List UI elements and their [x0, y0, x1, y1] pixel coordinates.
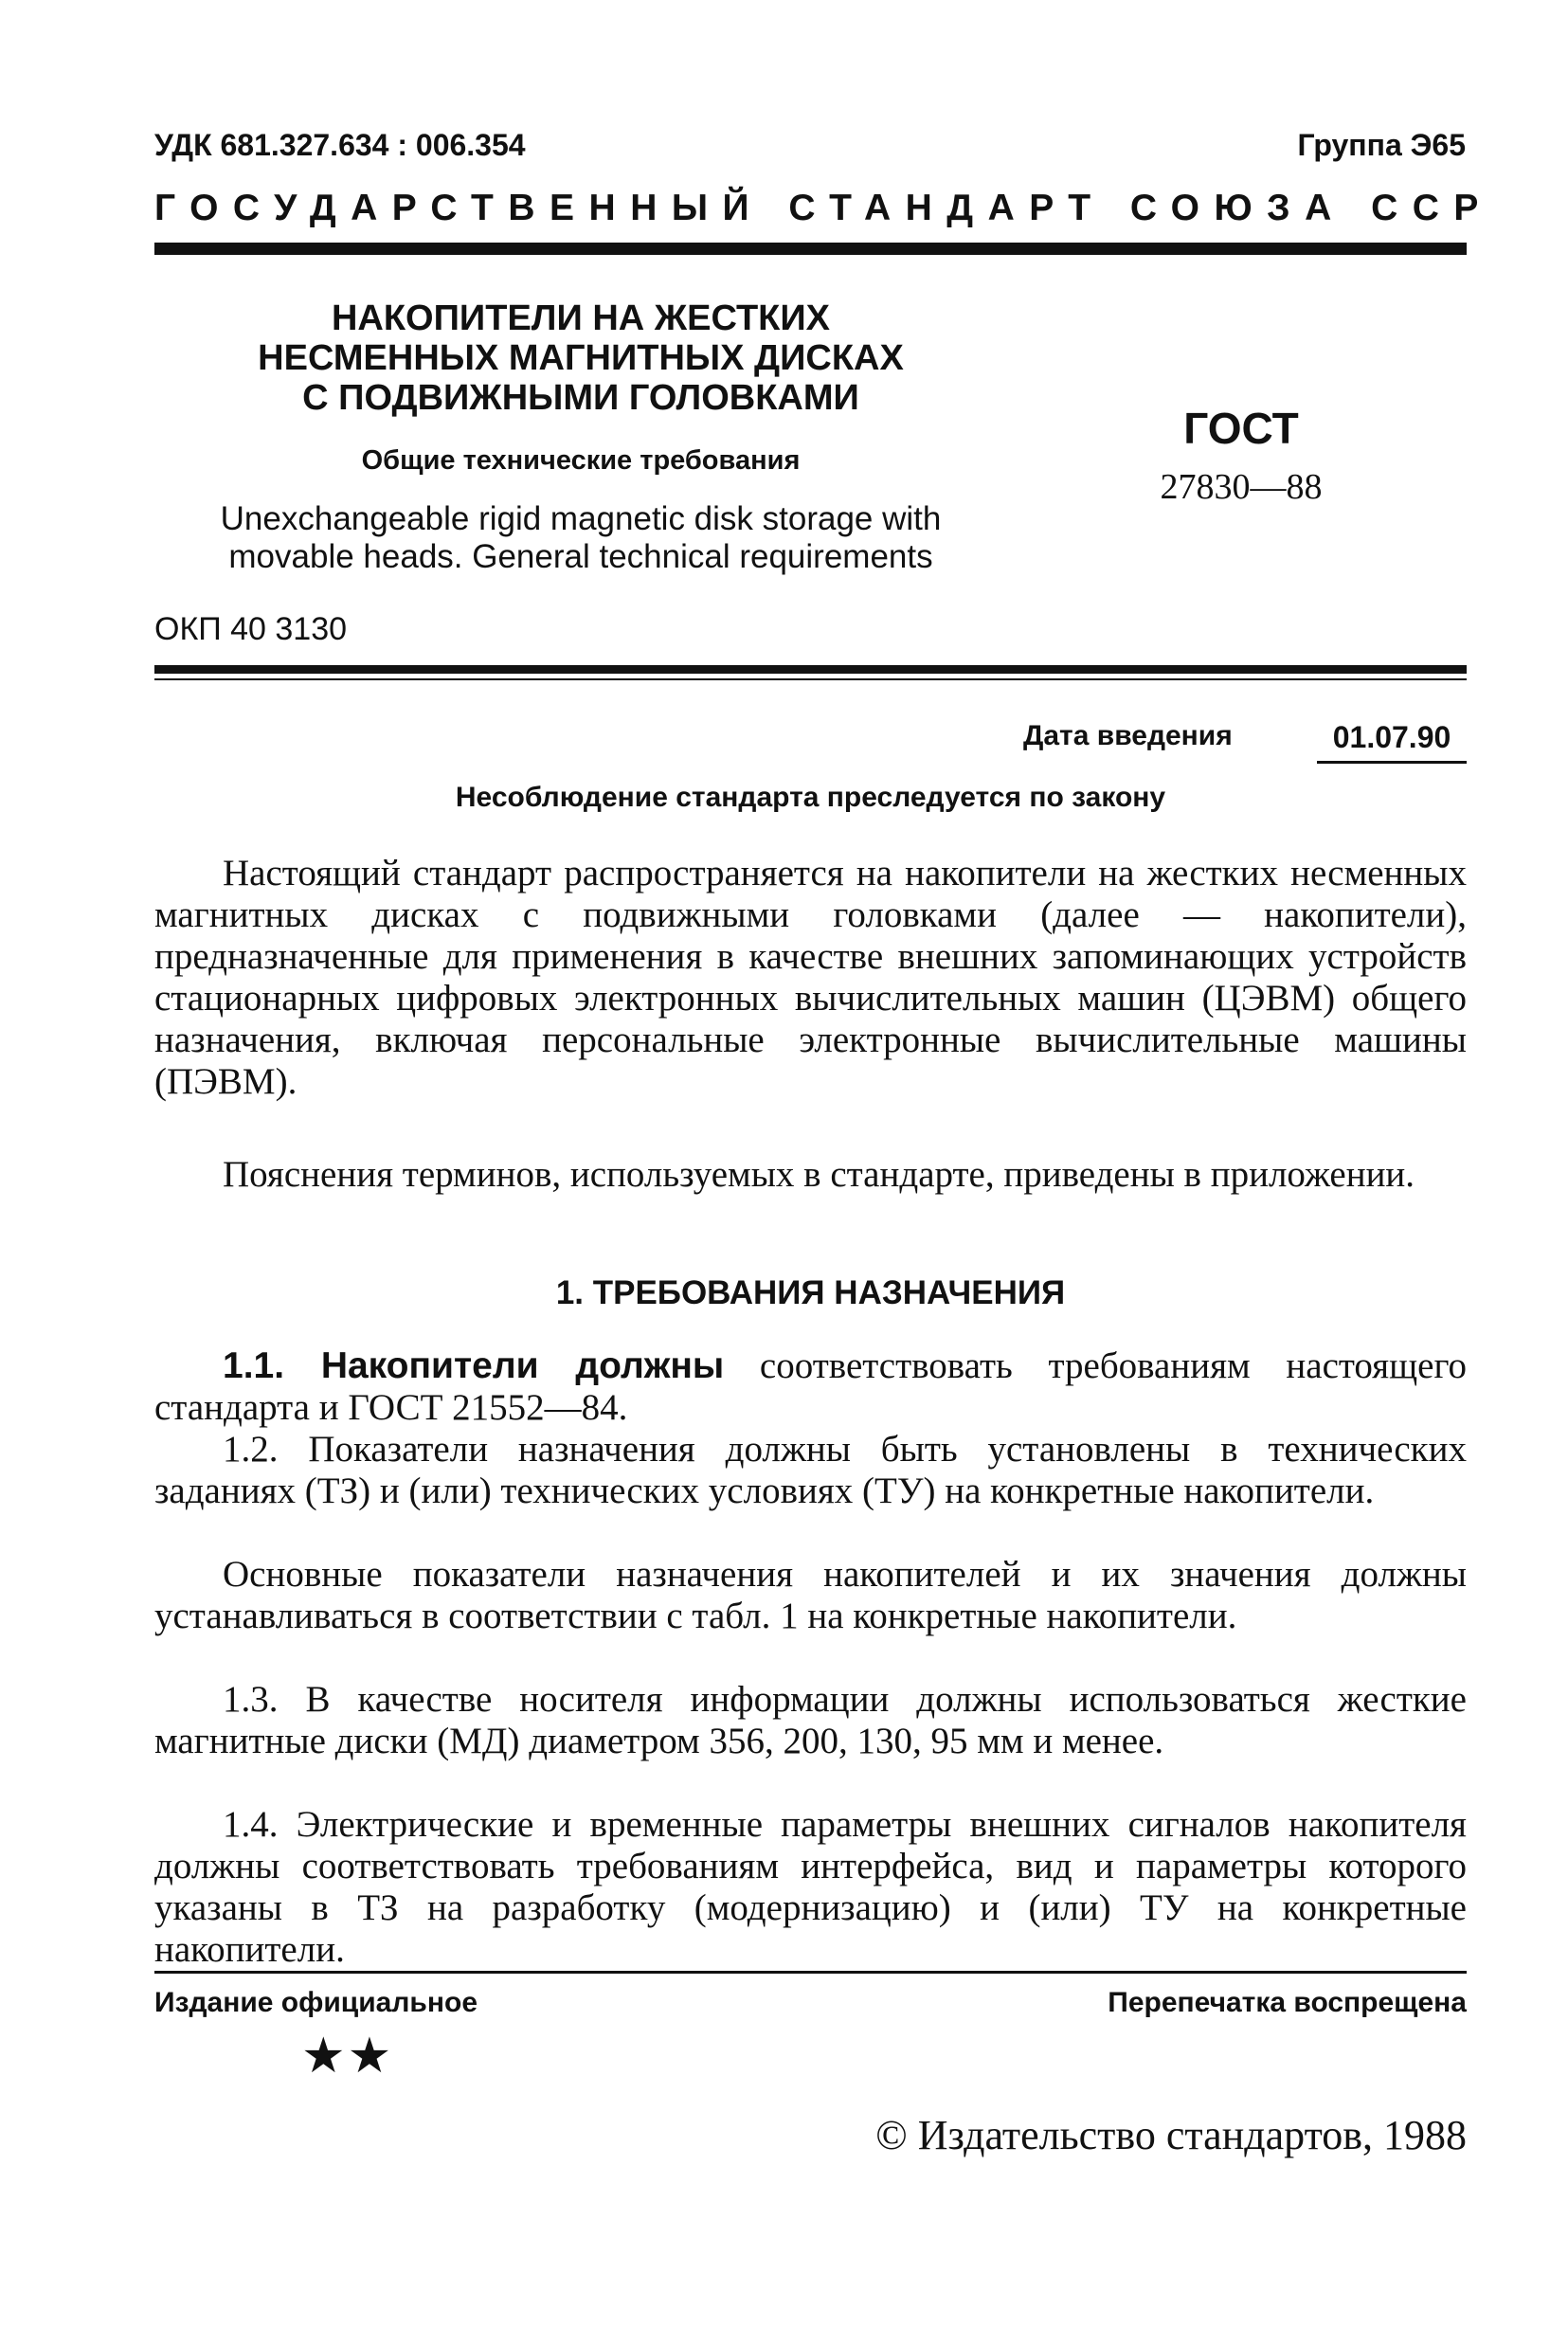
- document-subtitle: Общие технические требования: [361, 445, 801, 476]
- udk-code: УДК 681.327.634 : 006.354: [154, 128, 526, 162]
- gost-label: ГОСТ: [1183, 404, 1299, 453]
- footer-divider: [154, 1971, 1467, 1974]
- title-divider-thick: [154, 665, 1467, 674]
- title-line: С ПОДВИЖНЫМИ ГОЛОВКАМИ: [302, 378, 859, 418]
- gost-number: 27830—88: [1160, 467, 1323, 507]
- header-divider: [154, 243, 1467, 255]
- title-line: НАКОПИТЕЛИ НА ЖЕСТКИХ: [331, 298, 831, 338]
- english-title: [154, 500, 1007, 576]
- clause-1-2: 1.2. Показатели назначения должны быть установлены в технических заданиях (ТЗ) и (или) технических условиях (ТУ) на конкретные накопители.: [154, 1429, 1467, 1511]
- clause-1-2-extra: Основные показатели назначения накопителей и их значения должны устанавливаться в соответствии с табл. 1 на конкретные накопители.: [154, 1554, 1467, 1636]
- title-line: НЕСМЕННЫХ МАГНИТНЫХ ДИСКАХ: [258, 338, 904, 378]
- violation-notice: Несоблюдение стандарта преследуется по закону: [455, 782, 1166, 813]
- clause-1-1-lead: 1.1. Накопители должны: [223, 1345, 725, 1386]
- section-title: 1. ТРЕБОВАНИЯ НАЗНАЧЕНИЯ: [555, 1274, 1066, 1311]
- document-title: [154, 298, 1007, 418]
- effective-date-label: Дата введения: [1023, 720, 1233, 751]
- paragraph-scope: Настоящий стандарт распространяется на накопители на жестких несменных магнитных дисках с подвижными головками (далее — накопители), предназначенные для применения в качестве внешних запоминающих устройств стационарных цифровых электронных вычислительных машин (ЦЭВМ) общего назначения, включая персональные электронные вычислительные машины (ПЭВМ).: [154, 853, 1467, 1102]
- edition-note: Издание официальное: [154, 1987, 478, 2018]
- clause-1-3: 1.3. В качестве носителя информации должны использоваться жесткие магнитные диски (МД) диаметром 356, 200, 130, 95 мм и менее.: [154, 1679, 1467, 1761]
- english-title-line: movable heads. General technical requirements: [228, 538, 933, 575]
- okp-code: ОКП 40 3130: [154, 611, 348, 647]
- group-code: Группа Э65: [1297, 128, 1466, 162]
- stars-mark: ★★: [301, 2030, 394, 2084]
- reprint-note: Перепечатка воспрещена: [1108, 1987, 1467, 2018]
- clause-1-1: [154, 1345, 1467, 1429]
- clause-1-1-text: соответствовать требованиям настоящего стандарта и ГОСТ 21552—84.: [154, 1345, 1467, 1428]
- effective-date-value: 01.07.90: [1317, 720, 1467, 764]
- title-divider-thin: [154, 678, 1467, 680]
- clause-1-4: 1.4. Электрические и временные параметры внешних сигналов накопителя должны соответствовать требованиям интерфейса, вид и параметры которого указаны в ТЗ на разработку (модернизацию) и (или) ТУ на конкретные накопители.: [154, 1804, 1467, 1970]
- english-title-line: Unexchangeable rigid magnetic disk storage with: [220, 500, 942, 537]
- state-standard-heading: ГОСУДАРСТВЕННЫЙ СТАНДАРТ СОЮЗА ССР: [154, 188, 1493, 228]
- publisher-copyright: © Издательство стандартов, 1988: [875, 2112, 1467, 2158]
- paragraph-terms: Пояснения терминов, используемых в стандарте, приведены в приложении.: [223, 1154, 1415, 1195]
